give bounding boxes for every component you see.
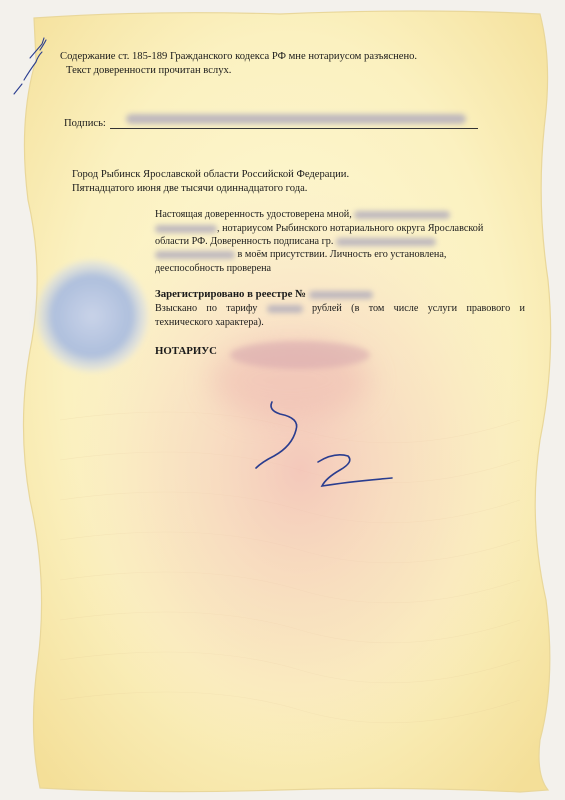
certification-line-4 xyxy=(155,248,446,261)
explanation-line-2: Текст доверенности прочитан вслух. xyxy=(66,65,232,76)
fee-word: рублей xyxy=(311,303,342,314)
fee-word: (в xyxy=(351,303,360,314)
fee-word: услуги xyxy=(427,303,458,314)
certification-line-5: дееспособность проверена xyxy=(155,263,272,274)
signature-line xyxy=(110,128,478,129)
redacted-notary-name xyxy=(354,211,450,219)
certification-line-1 xyxy=(155,208,450,221)
fee-line-2: технического характера). xyxy=(155,317,264,328)
certification-text-3: области РФ. Доверенность подписана гр. xyxy=(155,236,334,247)
registry-line xyxy=(155,288,373,301)
city-line: Город Рыбинск Ярославской области Российской Федерации. xyxy=(72,169,350,180)
certification-line-3 xyxy=(155,235,436,248)
redacted-citizen-name-cont xyxy=(155,251,235,259)
fee-word: числе xyxy=(393,303,419,314)
notary-title: НОТАРИУС xyxy=(155,345,217,357)
certification-text-4: в моём присутствии. Личность его установлена, xyxy=(237,249,447,260)
explanation-line-1: Содержание ст. 185-189 Гражданского кодекса РФ мне нотариусом разъяснено. xyxy=(60,51,418,62)
fee-word: по xyxy=(206,303,217,314)
certification-text-1: Настоящая доверенность удостоверена мной, xyxy=(155,209,352,220)
registry-label: Зарегистрировано в реестре № xyxy=(155,288,306,300)
certification-line-2 xyxy=(155,222,483,235)
fee-word: том xyxy=(368,303,385,314)
redacted-signature xyxy=(126,114,466,124)
fee-word: правового xyxy=(466,303,511,314)
certification-text-2: , нотариусом Рыбинского нотариального округа Ярославской xyxy=(217,223,484,234)
signature-label: Подпись: xyxy=(64,118,106,129)
date-line: Пятнадцатого июня две тысячи одиннадцатого года. xyxy=(72,183,308,194)
redacted-fee-amount xyxy=(267,305,303,313)
fee-word: и xyxy=(519,303,525,314)
redacted-citizen-name xyxy=(336,238,436,246)
redacted-notary-name-cont xyxy=(155,225,217,233)
fee-line-1 xyxy=(155,302,525,315)
fee-word: Взыскано xyxy=(155,303,198,314)
fee-word: тарифу xyxy=(226,303,258,314)
redacted-registry-number xyxy=(309,291,373,299)
